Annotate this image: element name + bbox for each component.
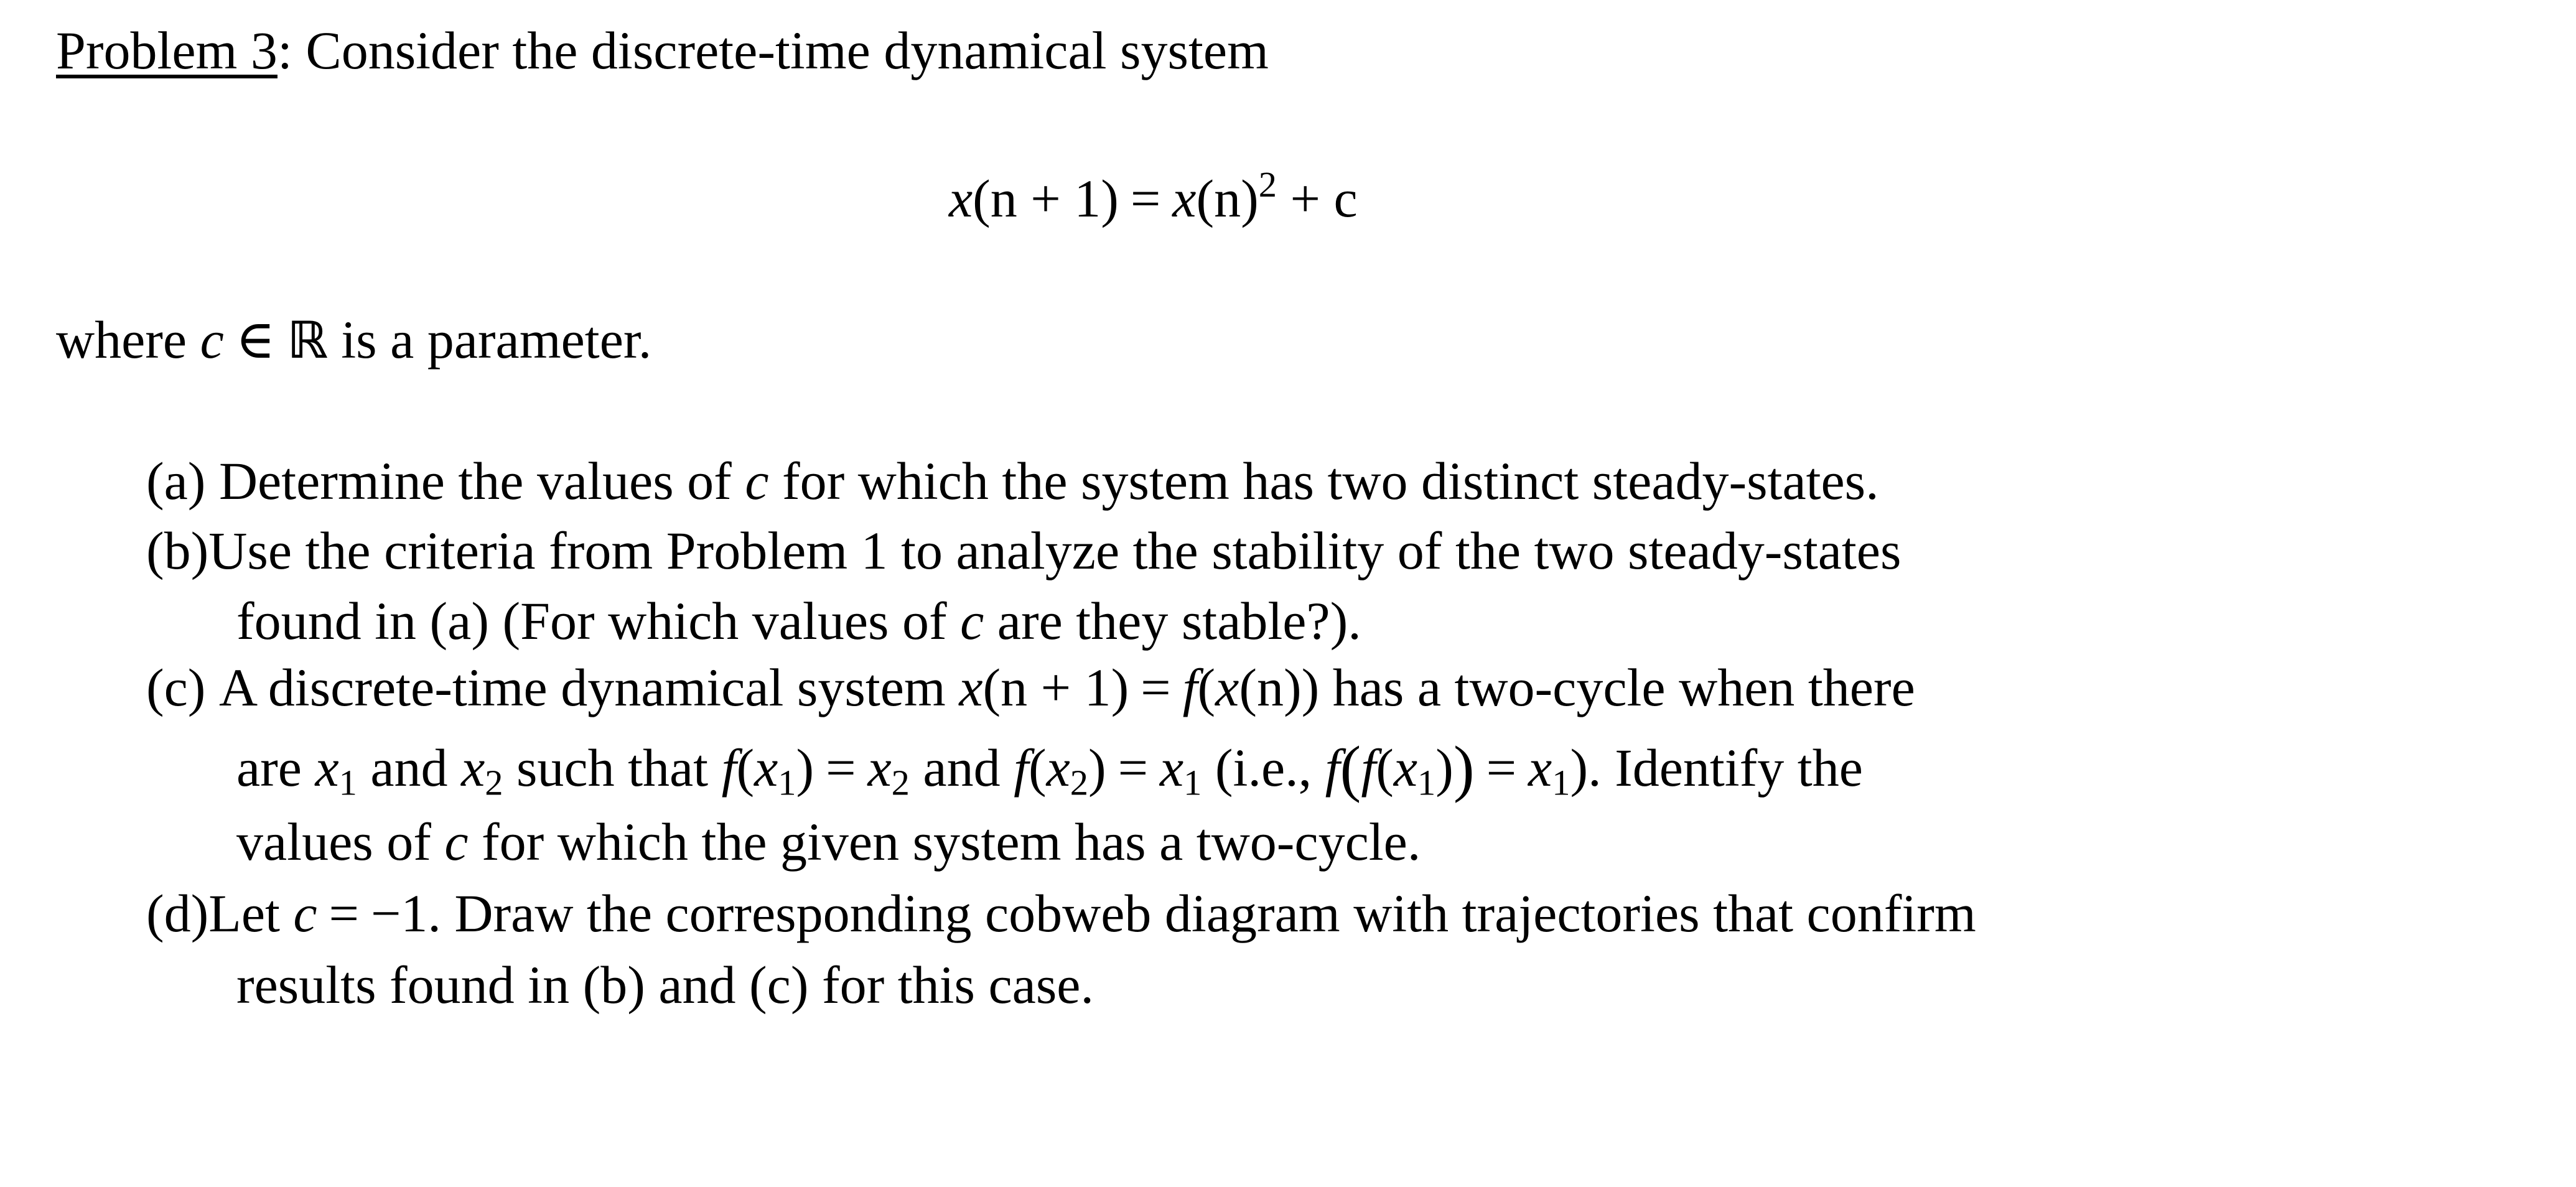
part-c-eq-a: =	[826, 737, 856, 798]
where-suffix: is a parameter.	[327, 310, 652, 370]
part-c-eq-c: =	[1486, 737, 1517, 798]
part-c-such: such that	[503, 737, 722, 798]
part-a	[146, 451, 1879, 511]
part-c-are: are	[236, 737, 315, 798]
part-c-text1: A discrete-time dynamical system	[218, 658, 959, 717]
part-a-c: c	[745, 451, 769, 511]
parameter-statement	[56, 310, 652, 370]
part-b-c: c	[960, 591, 984, 651]
part-c-tail: has a two-cycle when there	[1319, 658, 1915, 717]
part-c-res-x2-var: x	[867, 737, 892, 798]
eq-rhs-arg: (n)	[1196, 169, 1259, 229]
part-d-line2	[236, 955, 1094, 1015]
part-c-f: f	[1182, 658, 1198, 717]
eq-lhs-arg: (n + 1)	[973, 169, 1119, 229]
part-c-fx1-sub: 1	[778, 762, 796, 803]
where-in: ∈	[235, 310, 276, 370]
part-c-res-x1-sub: 1	[1183, 762, 1202, 803]
problem-heading	[56, 21, 1269, 80]
part-c-res-x1-var: x	[1160, 737, 1184, 798]
part-a-text2: for which the system has two distinct steady-states.	[768, 451, 1879, 511]
part-c-x: x	[959, 658, 983, 717]
part-c-x2: x	[1215, 658, 1239, 717]
part-c-x1-sub: 1	[338, 762, 357, 803]
part-d-let: Let	[208, 883, 294, 943]
part-c-and: and	[357, 737, 462, 798]
system-equation	[949, 164, 1358, 229]
part-c-x2-sub: 2	[485, 762, 503, 803]
part-c-fx2-var: x	[1046, 737, 1070, 798]
part-d-text2: results found in (b) and (c) for this case.	[236, 955, 1094, 1015]
part-c-and-2: and	[909, 737, 1014, 798]
part-c-line3	[236, 812, 1421, 872]
eq-equals: =	[1130, 169, 1161, 229]
part-c-fx2-sub: 2	[1070, 762, 1089, 803]
part-c-f-d: f	[1361, 737, 1376, 798]
part-c-x1-var: x	[315, 737, 339, 798]
part-d-eq: =	[329, 883, 359, 943]
part-c-ffx1-sub: 1	[1417, 762, 1436, 803]
part-c-close: (n))	[1239, 658, 1320, 717]
part-c-ie: (i.e.,	[1202, 737, 1325, 798]
eq-lhs-var: x	[949, 169, 973, 229]
problem-intro: : Consider the discrete-time dynamical system	[277, 21, 1269, 80]
where-c: c	[200, 310, 224, 370]
part-d-text1: . Draw the corresponding cobweb diagram with trajectories that confirm	[427, 883, 1976, 943]
part-d-value: −1	[370, 883, 428, 943]
part-c-c: c	[444, 812, 469, 872]
part-a-text1: Determine the values of	[218, 451, 745, 511]
where-prefix: where	[56, 310, 200, 370]
part-c-ffx1-var: x	[1393, 737, 1418, 798]
where-reals: ℝ	[287, 311, 328, 370]
part-c-open: (	[1197, 658, 1216, 717]
part-c-f-b: f	[1014, 737, 1029, 798]
part-c-line1	[146, 658, 1915, 717]
eq-exponent: 2	[1258, 164, 1277, 205]
part-b-label: (b)	[146, 521, 209, 580]
problem-label: Problem 3	[56, 21, 278, 80]
part-b-text1: Use the criteria from Problem 1 to analyze the stability of the two steady-states	[208, 521, 1902, 580]
part-c-label: (c)	[146, 658, 206, 717]
part-c-eq: =	[1141, 658, 1171, 717]
part-c-fx1-var: x	[754, 737, 778, 798]
part-c-line2: are $x_1$ and $x_2$ such that $f(x_1) = x_2$ and $f(x_2) = x_1$ (i.e., $f(f(x_1)) = x_1$). Identify the	[236, 733, 1863, 803]
part-b-text2b: are they stable?).	[984, 591, 1361, 651]
part-b-line2	[236, 591, 1361, 651]
part-c-ffres-var: x	[1528, 737, 1552, 798]
part-c-text3a: values of	[236, 812, 445, 872]
part-c-text3b: for which the given system has a two-cycle.	[468, 812, 1421, 872]
part-a-label: (a)	[146, 451, 206, 511]
part-c-eq-b: =	[1118, 737, 1149, 798]
part-c-ffres-sub: 1	[1552, 762, 1570, 803]
part-d-line1	[146, 883, 1976, 943]
part-c-f-a: f	[721, 737, 737, 798]
eq-plus-term: + c	[1290, 169, 1358, 229]
part-c-res-x2-sub: 2	[891, 762, 910, 803]
part-b-line1	[146, 521, 1902, 580]
part-c-arg: (n + 1)	[982, 658, 1129, 717]
eq-rhs-var: x	[1172, 169, 1197, 229]
part-c-x2-var: x	[461, 737, 485, 798]
part-c-identify: ). Identify the	[1570, 737, 1863, 798]
part-d-c: c	[293, 883, 317, 943]
part-c-f-c: f	[1325, 737, 1340, 798]
part-b-text2a: found in (a) (For which values of	[236, 591, 961, 651]
part-d-label: (d)	[146, 883, 209, 943]
